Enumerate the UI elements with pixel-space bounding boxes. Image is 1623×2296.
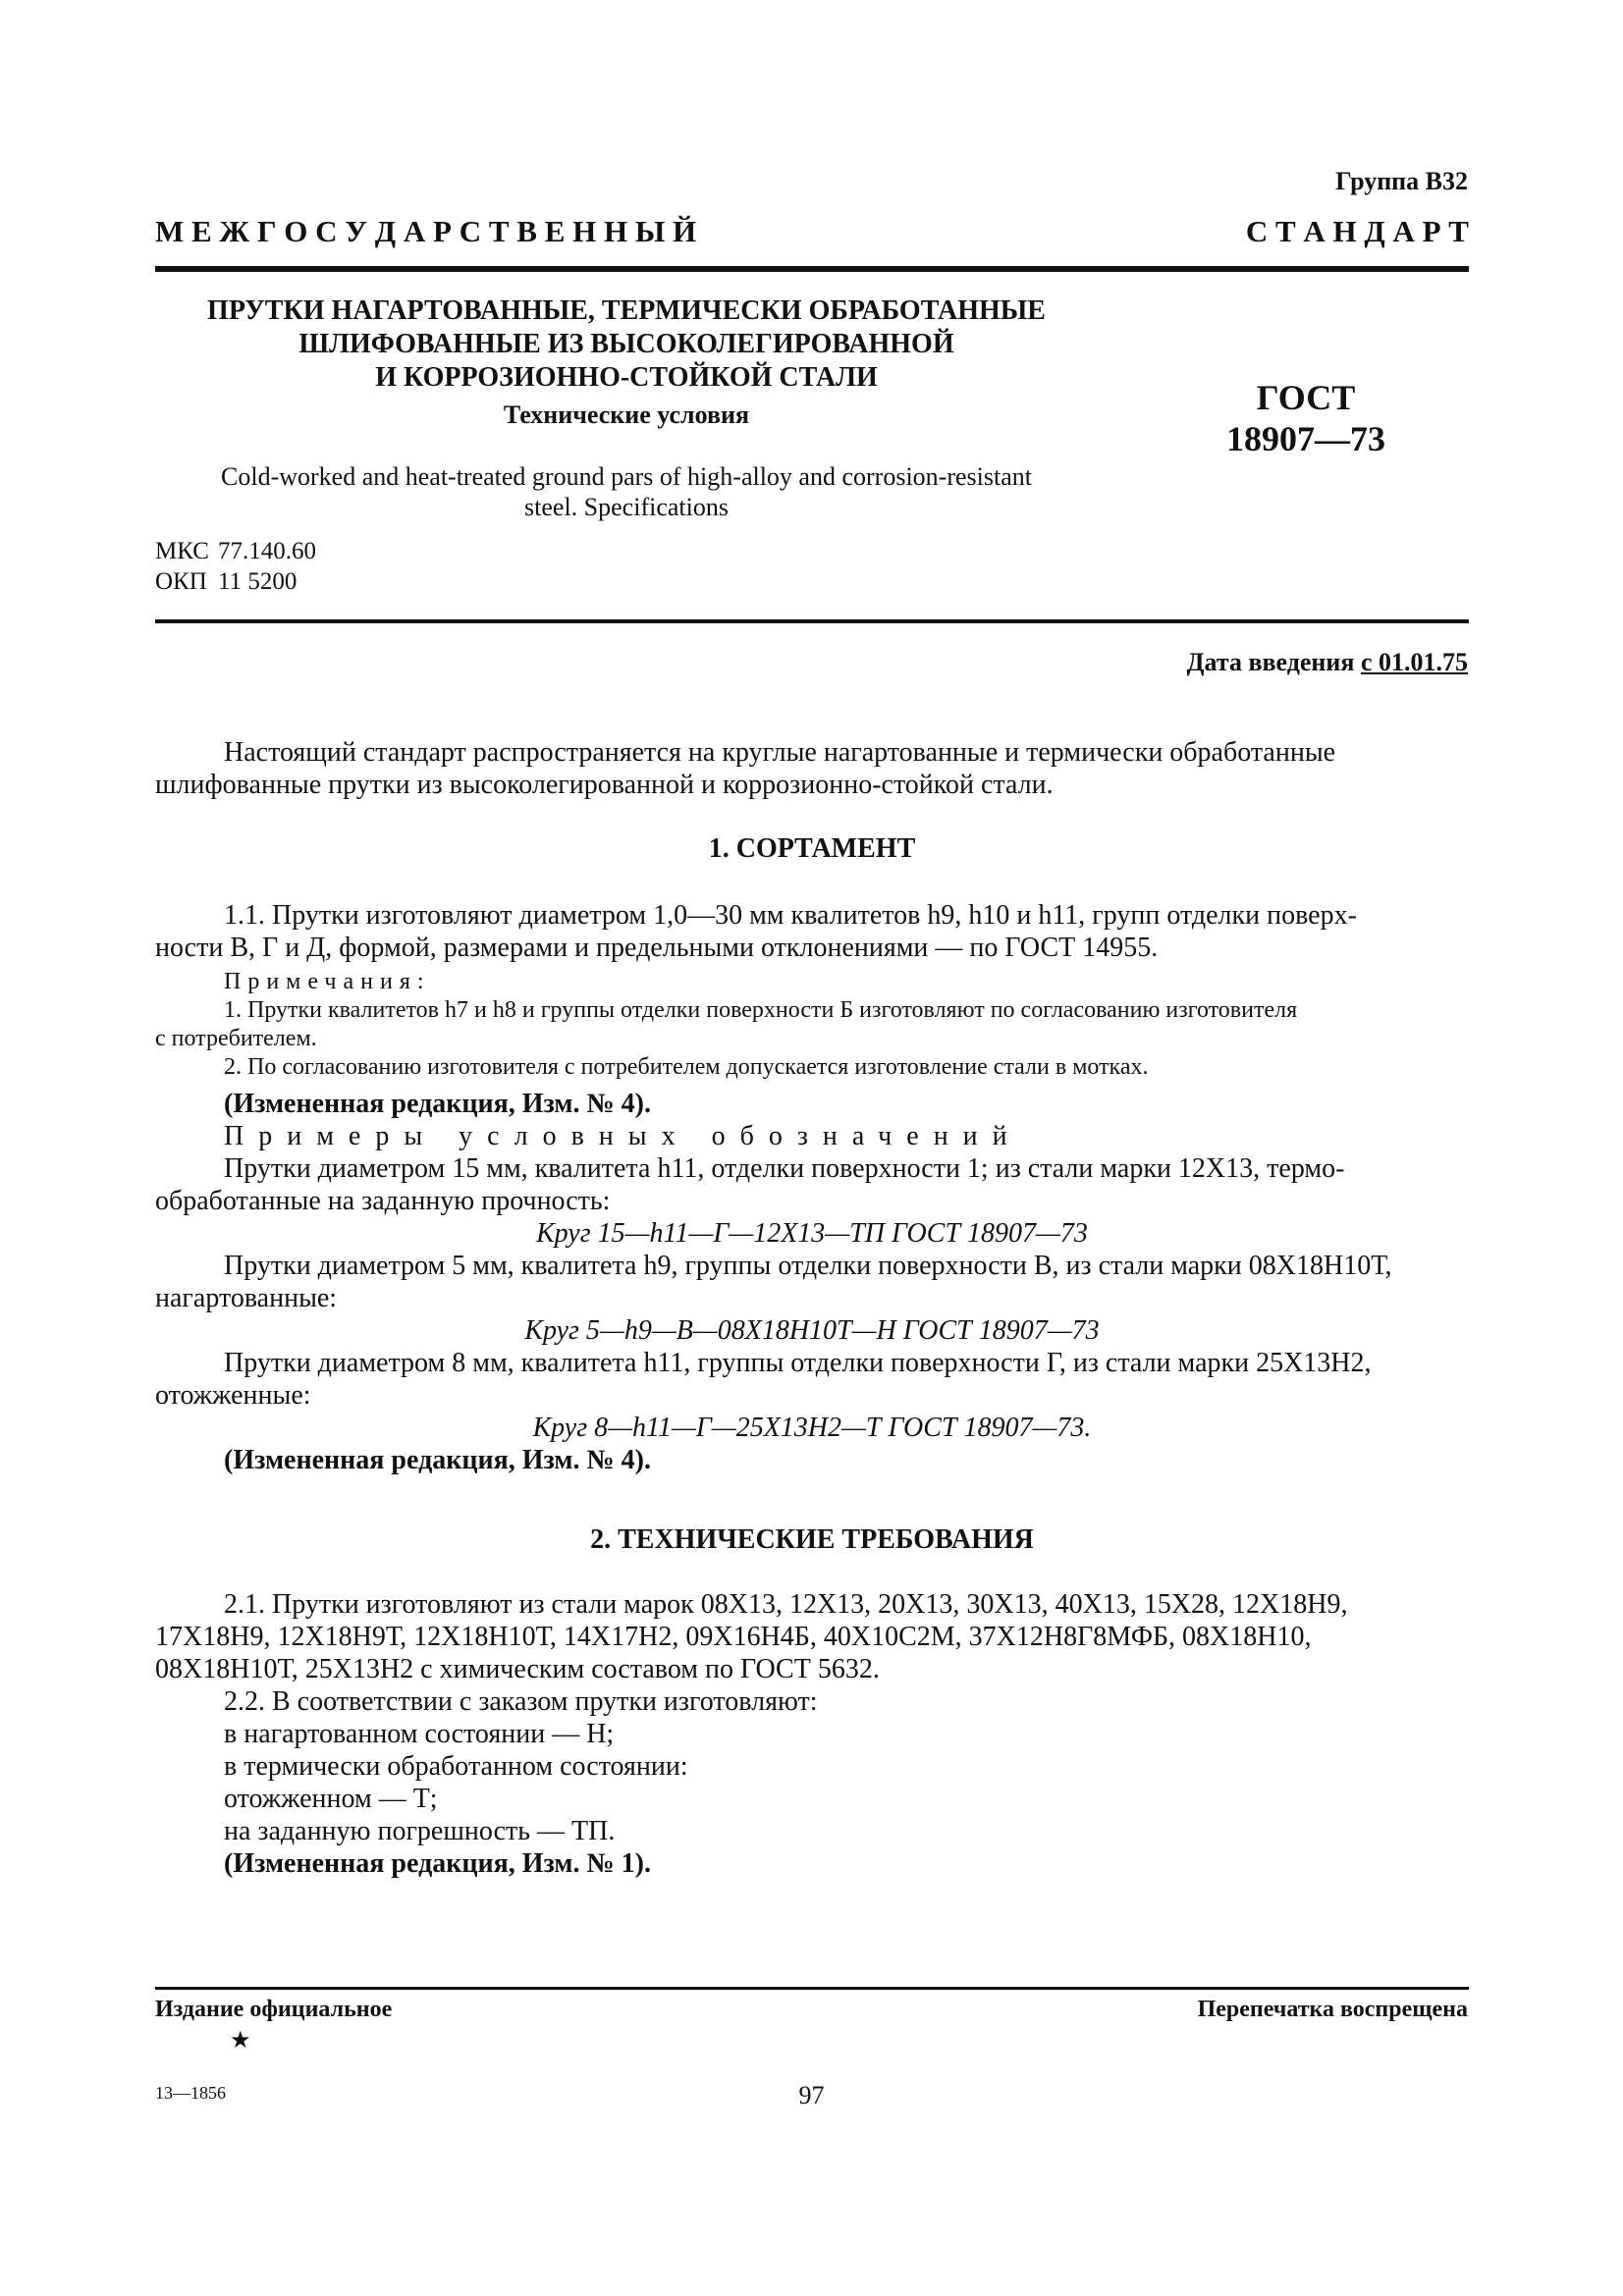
english-title (155, 461, 1098, 522)
english-title-line: Cold-worked and heat-treated ground pars of high-alloy and corrosion-resistant (221, 462, 1032, 491)
mks-code: МКС 77.140.60 (155, 538, 316, 564)
header-rule (155, 619, 1469, 623)
section-2-title: 2. ТЕХНИЧЕСКИЕ ТРЕБОВАНИЯ (590, 1524, 1034, 1555)
revision-note: (Измененная редакция, Изм. № 1). (224, 1848, 651, 1879)
note-2: 2. По согласованию изготовителя с потребителем допускается изготовление стали в мотках. (224, 1054, 1149, 1080)
title-line: ПРУТКИ НАГАРТОВАННЫЕ, ТЕРМИЧЕСКИ ОБРАБОТАННЫЕ (207, 295, 1046, 326)
list-item: в нагартованном состоянии — Н; (224, 1719, 615, 1749)
document-title (155, 294, 1098, 395)
example-3: Прутки диаметром 8 мм, квалитета h11, группы отделки поверхности Г, из стали марки 25Х13Н2, (224, 1348, 1372, 1378)
print-order-number: 13—1856 (155, 2083, 226, 2103)
banner-right: С Т А Н Д А Р Т (1245, 214, 1469, 248)
reprint-prohibited: Перепечатка воспрещена (1197, 1997, 1468, 2022)
list-item: отожженном — Т; (224, 1784, 438, 1814)
star-icon: ★ (230, 2028, 251, 2054)
clause-2-1: 2.1. Прутки изготовляют из стали марок 08Х13, 12Х13, 20Х13, 30Х13, 40Х13, 15Х28, 12Х18Н9, (224, 1589, 1348, 1620)
notes-title: Примечания: (224, 969, 431, 994)
introduction-date-value: с 01.01.75 (1360, 648, 1468, 676)
page-number: 97 (798, 2081, 825, 2109)
gost-designation (1159, 377, 1453, 459)
revision-note: (Измененная редакция, Изм. № 4). (224, 1089, 651, 1119)
example-2-designation: Круг 5—h9—В—08Х18Н10Т—Н ГОСТ 18907—73 (524, 1315, 1100, 1346)
standard-banner (155, 214, 1469, 249)
examples-title: Примеры условных обозначений (224, 1121, 1022, 1151)
gost-label: ГОСТ (1256, 378, 1356, 417)
okp-code: ОКП 11 5200 (155, 568, 298, 595)
intro-paragraph: Настоящий стандарт распространяется на круглые нагартованные и термически обработанные шлифованные прутки из высоколегированной и коррозионно-стойкой стали. (155, 737, 1336, 800)
example-1: Прутки диаметром 15 мм, квалитета h11, отделки поверхности 1; из стали марки 12Х13, термо- (224, 1153, 1345, 1184)
banner-left: М Е Ж Г О С У Д А Р С Т В Е Н Н Ы Й (155, 214, 697, 248)
example-3-designation: Круг 8—h11—Г—25Х13Н2—Т ГОСТ 18907—73. (532, 1413, 1092, 1443)
section-1-title: 1. СОРТАМЕНТ (708, 833, 916, 864)
gost-number: 18907—73 (1226, 419, 1385, 458)
list-item: на заданную погрешность — ТП. (224, 1816, 616, 1846)
title-line: И КОРРОЗИОННО-СТОЙКОЙ СТАЛИ (375, 362, 878, 393)
example-1-designation: Круг 15—h11—Г—12Х13—ТП ГОСТ 18907—73 (536, 1218, 1088, 1249)
example-2: Прутки диаметром 5 мм, квалитета h9, группы отделки поверхности В, из стали марки 08Х18Н10Т, (224, 1251, 1392, 1281)
document-subtitle: Технические условия (503, 400, 750, 429)
note-1: 1. Прутки квалитетов h7 и h8 и группы отделки поверхности Б изготовляют по согласованию изготовителя (224, 997, 1298, 1023)
introduction-date: Дата введения с 01.01.75 (1186, 648, 1468, 676)
clause-1-1: 1.1. Прутки изготовляют диаметром 1,0—30 мм квалитетов h9, h10 и h11, групп отделки поверх- (224, 900, 1357, 931)
top-rule (155, 266, 1469, 272)
group-code: Группа В32 (1335, 167, 1468, 195)
clause-2-2: 2.2. В соответствии с заказом прутки изготовляют: (224, 1686, 818, 1717)
footer-rule (155, 1987, 1469, 1990)
english-title-line: steel. Specifications (524, 493, 729, 521)
title-line: ШЛИФОВАННЫЕ ИЗ ВЫСОКОЛЕГИРОВАННОЙ (298, 329, 954, 359)
classification-codes (155, 536, 316, 597)
official-edition: Издание официальное (155, 1997, 393, 2022)
list-item: в термически обработанном состоянии: (224, 1751, 688, 1782)
revision-note: (Измененная редакция, Изм. № 4). (224, 1445, 651, 1475)
section-1-body: 1.1. Прутки изготовляют диаметром 1,0—30 мм квалитетов h9, h10 и h11, групп отделки поверх- ности В, Г и Д, формой, размерами и предельными отклонениями — по ГОСТ 14955. Примечания: 1. Прутки квалитетов h7 и h8 и группы отделки поверхности Б изготовляют по согласованию изготовителя с потребителем. 2. По согласованию изготовителя с потребителем допускается изготовление стали в мотках. (Измененная редакция, Изм. № 4). Примеры условных обозначений Прутки диаметром 15 мм, квалитета h11, отделки поверхности 1; из стали марки 12Х13, термо- обработанные на заданную прочность: Круг 15—h11—Г—12Х13—ТП ГОСТ 18907—73 Прутки диаметром 5 мм, квалитета h9, группы отделки поверхности В, из стали марки 08Х18Н10Т, нагартованные: Круг 5—h9—В—08Х18Н10Т—Н ГОСТ 18907—73 Прутки диаметром 8 мм, квалитета h11, группы отделки поверхности Г, из стали марки 25Х13Н2, отожженные: Круг 8—h11—Г—25Х13Н2—Т ГОСТ 18907—73. (Измененная редакция, Изм. № 4). (155, 899, 1469, 1476)
section-2-body: 2.1. Прутки изготовляют из стали марок 08Х13, 12Х13, 20Х13, 30Х13, 40Х13, 15Х28, 12Х18Н9, 17Х18Н9, 12Х18Н9Т, 12Х18Н10Т, 14Х17Н2, 09Х16Н4Б, 40Х10С2М, 37Х12Н8Г8МФБ, 08Х18Н10, 08Х18Н10Т, 25Х13Н2 с химическим составом по ГОСТ 5632. 2.2. В соответствии с заказом прутки изготовляют: в нагартованном состоянии — Н; в термически обработанном состоянии: отожженном — Т; на заданную погрешность — ТП. (Измененная редакция, Изм. № 1). (155, 1588, 1469, 1880)
